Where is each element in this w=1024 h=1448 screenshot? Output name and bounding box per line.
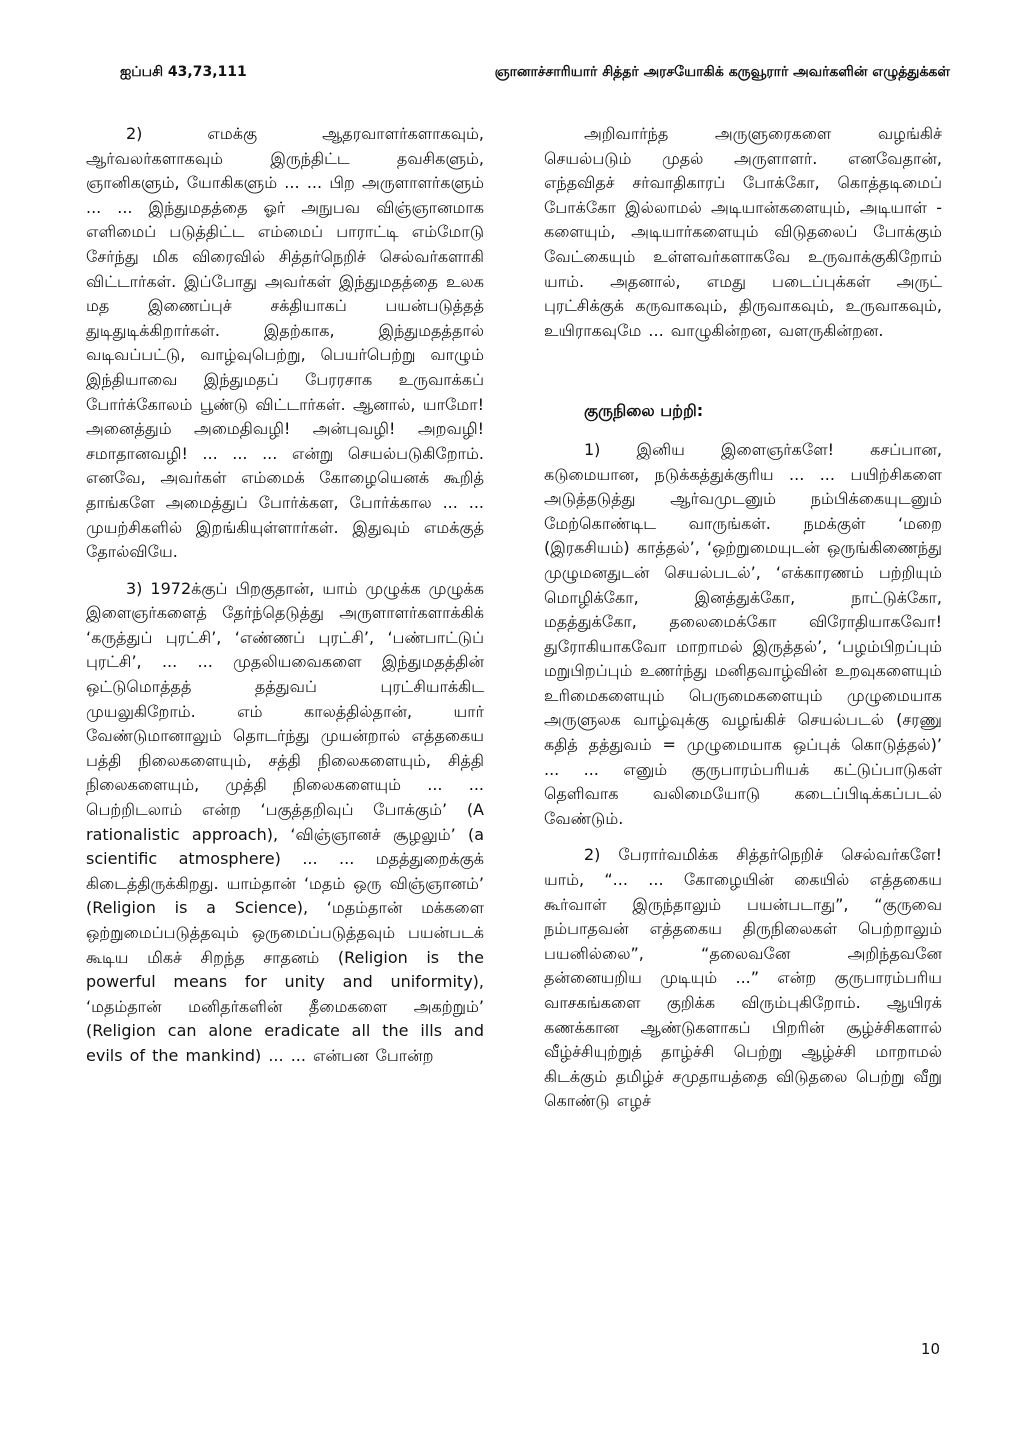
page-number: 10 <box>920 1340 940 1358</box>
running-header <box>120 60 950 86</box>
paragraph: 1) இனிய இளைஞர்களே! கசப்பான, கடுமையான, நடுக்கத்துக்குரிய ... ... பயிற்சிகளை அடுத்தடுத்து ஆர்வமுடனும் நம்பிக்கையுடனும் மேற்கொண்டிட வாருங்கள். நமக்குள் ‘மறை (இரகசியம்) காத்தல்’, ‘ஒற்றுமையுடன் ஒருங்கிணைந்து முழுமனதுடன் செயல்படல்’, ‘எக்காரணம் பற்றியும் மொழிக்கோ, இனத்துக்கோ, நாட்டுக்கோ, மதத்துக்கோ, தலைமைக்கோ விரோதியாகவோ! துரோகியாகவோ மாறாமல் இருத்தல்’, ‘பழம்பிறப்பும் மறுபிறப்பும் உணர்ந்து மனிதவாழ்வின் உறவுகளையும் உரிமைகளையும் பெருமைகளையும் முழுமையாக அருளுலக வாழ்வுக்கு வழங்கிச் செயல்படல் (சரணு கதித் தத்துவம் = முழுமையாக ஒப்புக் கொடுத்தல்)’ ... ... எனும் குருபாரம்பரியக் கட்டுப்பாடுகள் தெளிவாக வலிமையோடு கடைப்பிடிக்கப்படல் வேண்டும். <box>544 439 942 828</box>
left-column <box>86 122 484 1332</box>
paragraph: அறிவார்ந்த அருளுரைகளை வழங்கிச் செயல்படும் முதல் அருளாளர். எனவேதான், எந்தவிதச் சர்வாதிகாரப் போக்கோ, கொத்தடிமைப் போக்கோ இல்லாமல் அடியான்களையும், அடியாள் - களையும், அடியார்களையும் விடுதலைப் போக்கும் வேட்கையும் உள்ளவர்களாகவே உருவாக்குகிறோம் யாம். அதனால், எமது படைப்புக்கள் அருட் புரட்சிக்குக் கருவாகவும், திருவாகவும், உருவாகவும், உயிராகவுமே ... வாழுகின்றன, வளருகின்றன. <box>544 124 942 340</box>
paragraph: 2) பேரார்வமிக்க சித்தர்நெறிச் செல்வர்களே! யாம், “... ... கோழையின் கையில் எத்தகைய கூர்வாள் இருந்தாலும் பயன்படாது”, “குருவை நம்பாதவன் எத்தகைய திருநிலைகள் பெற்றாலும் பயனில்லை”, “தலைவனே அறிந்தவனே தன்னையறிய முடியும் ...” என்ற குருபாரம்பரிய வாசகங்களை குறிக்க விரும்புகிறோம். ஆயிரக் கணக்கான ஆண்டுகளாகப் பிறரின் சூழ்ச்சிகளால் வீழ்ச்சியுற்றுத் தாழ்ச்சி பெற்று ஆழ்ச்சி மாறாமல் கிடக்கும் தமிழ்ச் சமுதாயத்தை விடுதலை பெற்று வீறு கொண்டு எழச் <box>544 845 942 1111</box>
right-column <box>544 122 942 1332</box>
text-columns <box>86 122 942 1332</box>
paragraph: 3) 1972க்குப் பிறகுதான், யாம் முழுக்க முழுக்க இளைஞர்களைத் தேர்ந்தெடுத்து அருளாளர்களாக்கிக் ‘கருத்துப் புரட்சி’, ‘எண்ணப் புரட்சி’, ‘பண்பாட்டுப் புரட்சி’, ... ... முதலியவைகளை இந்துமதத்தின் ஒட்டுமொத்தத் தத்துவப் புரட்சியாக்கிட முயலுகிறோம். எம் காலத்தில்தான், யார் வேண்டுமானாலும் தொடர்ந்து முயன்றால் எத்தகைய பத்தி நிலைகளையும், சத்தி நிலைகளையும், சித்தி நிலைகளையும், முத்தி நிலைகளையும் ... ... பெற்றிடலாம் என்ற ‘பகுத்தறிவுப் போக்கும்’ (A rationalistic approach), ‘விஞ்ஞானச் சூழலும்’ (a scientific atmosphere) ... ... மதத்துறைக்குக் கிடைத்திருக்கிறது. யாம்தான் ‘மதம் ஒரு விஞ்ஞானம்’ (Religion is a Science), ‘மதம்தான் மக்களை ஒற்றுமைப்படுத்தவும் ஒருமைப்படுத்தவும் பயன்படக் கூடிய மிகச் சிறந்த சாதனம் (Religion is the powerful means for unity and uniformity), ‘மதம்தான் மனிதர்களின் தீமைகளை அகற்றும்’ (Religion can alone eradicate all the ills and evils of the mankind) ... ... என்பன போன்ற <box>86 578 484 1065</box>
paragraph: 2) எமக்கு ஆதரவாளர்களாகவும், ஆர்வலர்களாகவும் இருந்திட்ட தவசிகளும், ஞானிகளும், யோகிகளும் ... ... பிற அருளாளர்களும் ... ... இந்துமதத்தை ஓர் அநுபவ விஞ்ஞானமாக எளிமைப் படுத்திட்ட எம்மைப் பாராட்டி எம்மோடு சேர்ந்து மிக விரைவில் சித்தர்நெறிச் செல்வர்களாகி விட்டார்கள். இப்போது அவர்கள் இந்துமதத்தை உலக மத இணைப்புச் சக்தியாகப் பயன்படுத்தத் துடிதுடிக்கிறார்கள். இதற்காக, இந்துமதத்தால் வடிவப்பட்டு, வாழ்வுபெற்று, பெயர்பெற்று வாழும் இந்தியாவை இந்துமதப் பேரரசாக உருவாக்கப் போர்க்கோலம் பூண்டு விட்டார்கள். ஆனால், யாமோ! அனைத்தும் அமைதிவழி! அன்புவழி! அறவழி! சமாதானவழி! ... ... ... என்று செயல்படுகிறோம். எனவே, அவர்கள் எம்மைக் கோழையெனக் கூறித் தாங்களே அமைத்துப் போர்க்கள, போர்க்கால ... ... முயற்சிகளில் இறங்கியுள்ளார்கள். இதுவும் எமக்குத் தோல்வியே. <box>86 124 484 562</box>
header-title: ஞானாச்சாரியார் சித்தர் அரசயோகிக் கருவூரார் அவர்களின் எழுத்துக்கள் <box>494 64 950 80</box>
header-date: ஐப்பசி 43,73,111 <box>120 64 247 80</box>
section-heading: குருநிலை பற்றி: <box>584 401 704 421</box>
